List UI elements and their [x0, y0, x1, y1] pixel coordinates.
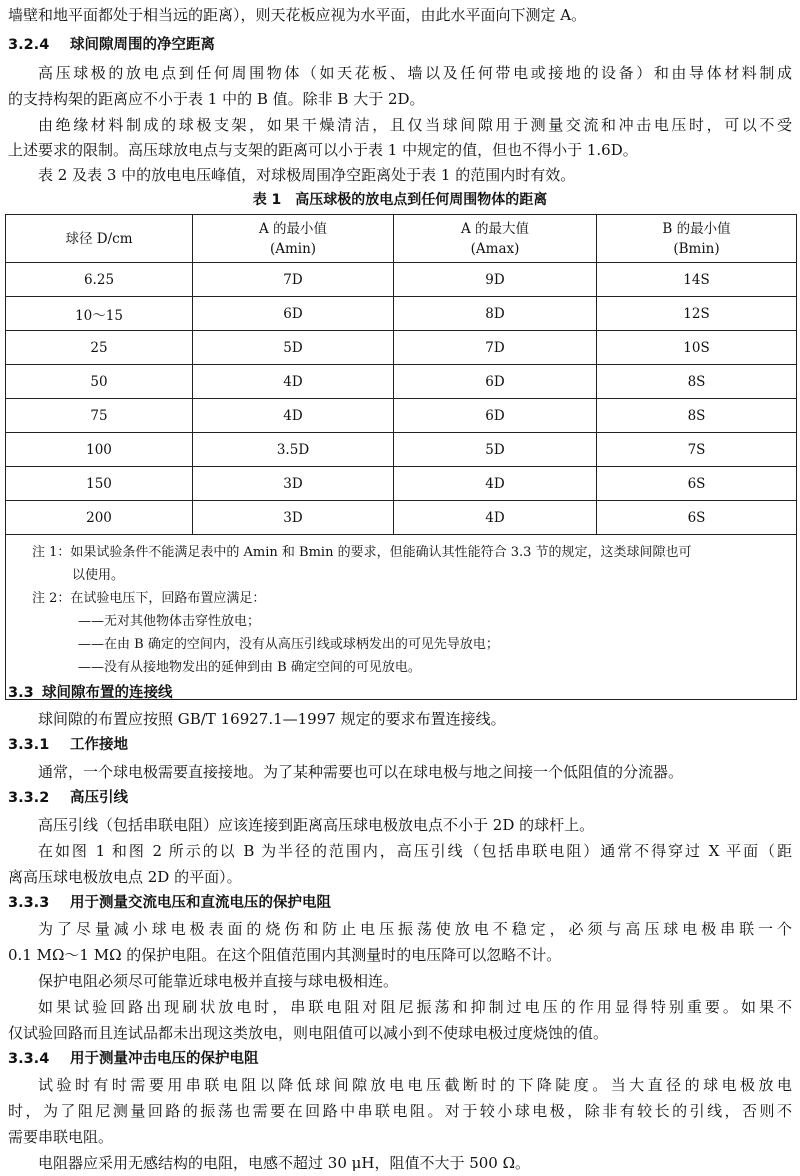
note-2-item: ——无对其他物体击穿性放电； [78, 614, 261, 629]
table-cell: 10S [597, 331, 797, 365]
table-cell: 8D [394, 297, 597, 331]
header-cell [6, 215, 193, 263]
header-label: A 的最大值 [460, 220, 530, 237]
table-cell: 6D [394, 399, 597, 433]
paragraph-line: 试验时有时需要用串联电阻以降低球间隙放电电压截断时的下降陡度。当大直径的球电极放电 [38, 1076, 792, 1094]
section-heading-3-3-4 [8, 1048, 259, 1070]
table-cell: 150 [6, 467, 193, 501]
section-heading-3-3-3 [8, 892, 331, 914]
section-heading-3-3 [8, 682, 173, 704]
section-number: 3.2.4 [8, 37, 50, 53]
table-cell: 6S [597, 501, 797, 535]
paragraph-line: 为了尽量减小球电极表面的烧伤和防止电压振荡使放电不稳定，必须与高压球电极串联一个 [38, 920, 792, 938]
note-1: 注 1：如果试验条件不能满足表中的 Amin 和 Bmin 的要求，但能确认其性能符合 3.3 节的规定，这类球间隙也可 [32, 545, 692, 560]
table-cell: 4D [193, 365, 394, 399]
paragraph-line: 墙壁和地平面都处于相当远的距离），则天花板应视为水平面，由此水平面向下测定 A。 [8, 6, 587, 24]
table-row [6, 501, 797, 535]
header-label: B 的最小值 [662, 220, 731, 237]
section-title: 球间隙布置的连接线 [42, 685, 173, 701]
table-cell: 6.25 [6, 263, 193, 297]
paragraph-line: 的支持构架的距离应不小于表 1 中的 B 值。除非 B 大于 2D。 [8, 90, 425, 108]
table-cell: 50 [6, 365, 193, 399]
paragraph-line: 0.1 MΩ～1 MΩ 的保护电阻。在这个阻值范围内其测量时的电压降可以忽略不计。 [8, 946, 562, 964]
section-number: 3.3.2 [8, 790, 50, 806]
header-sublabel: (Bmin) [673, 240, 720, 257]
paragraph-line: 仅试验回路而且连试品都未出现这类放电，则电阻值可以减小到不使球电极过度烧蚀的值。 [8, 1024, 609, 1042]
paragraph-line: 表 2 及表 3 中的放电电压峰值，对球极周围净空距离处于表 1 的范围内时有效。 [38, 166, 576, 184]
table-header-row [6, 215, 797, 263]
header-sublabel: (Amax) [470, 240, 520, 257]
table-cell: 7D [394, 331, 597, 365]
paragraph-line: 高压引线（包括串联电阻）应该连接到距离高压球电极放电点不小于 2D 的球杆上。 [38, 816, 595, 834]
table-row [6, 297, 797, 331]
paragraph-line: 高压球极的放电点到任何周围物体（如天花板、墙以及任何带电或接地的设备）和由导体材料制成 [38, 64, 792, 82]
paragraph-line: 如果试验回路出现刷状放电时，串联电阻对阻尼振荡和抑制过电压的作用显得特别重要。如果不 [38, 998, 792, 1016]
table-cell: 6S [597, 467, 797, 501]
section-title: 球间隙周围的净空距离 [70, 37, 215, 53]
section-heading-3-3-2 [8, 787, 128, 809]
note-2-item: ——在由 B 确定的空间内，没有从高压引线或球柄发出的可见先导放电； [78, 637, 499, 652]
table-cell: 3D [193, 501, 394, 535]
table-cell: 5D [193, 331, 394, 365]
table-row [6, 467, 797, 501]
table-cell: 3.5D [193, 433, 394, 467]
note-1-continuation: 以使用。 [72, 568, 125, 583]
table-caption: 表 1 高压球极的放电点到任何周围物体的距离 [252, 192, 548, 208]
table-cell: 12S [597, 297, 797, 331]
section-number: 3.3.4 [8, 1051, 50, 1067]
section-title: 工作接地 [70, 737, 128, 753]
section-number: 3.3.1 [8, 737, 50, 753]
header-cell [193, 215, 394, 263]
table-cell: 5D [394, 433, 597, 467]
header-label: 球径 D/cm [65, 230, 133, 247]
section-number: 3.3.3 [8, 895, 50, 911]
table-row [6, 365, 797, 399]
table-cell: 8S [597, 365, 797, 399]
table-row [6, 263, 797, 297]
table-cell: 4D [394, 467, 597, 501]
table-notes [6, 535, 797, 700]
table-cell: 75 [6, 399, 193, 433]
table-cell: 7D [193, 263, 394, 297]
section-heading-3-2-4 [8, 34, 215, 56]
table-cell: 6D [394, 365, 597, 399]
table-cell: 7S [597, 433, 797, 467]
table-cell: 6D [193, 297, 394, 331]
section-title: 用于测量交流电压和直流电压的保护电阻 [70, 895, 331, 911]
section-heading-3-3-1 [8, 734, 128, 756]
header-cell [597, 215, 797, 263]
table-notes-row [6, 535, 797, 700]
table-row [6, 433, 797, 467]
note-2: 注 2：在试验电压下，回路布置应满足： [32, 591, 266, 606]
paragraph-line: 球间隙的布置应按照 GB/T 16927.1—1997 规定的要求布置连接线。 [38, 710, 506, 728]
paragraph-line: 由绝缘材料制成的球极支架，如果干燥清洁，且仅当球间隙用于测量交流和冲击电压时，可以不受 [38, 116, 792, 134]
header-label: A 的最小值 [258, 220, 328, 237]
paragraph-line: 保护电阻必须尽可能靠近球电极并直接与球电极相连。 [38, 972, 399, 990]
distance-table [5, 214, 797, 700]
table-cell: 8S [597, 399, 797, 433]
table-cell: 100 [6, 433, 193, 467]
paragraph-line: 离高压球电极放电点 2D 的平面）。 [8, 868, 242, 886]
table-cell: 3D [193, 467, 394, 501]
header-sublabel: (Amin) [269, 240, 317, 257]
note-2-item: ——没有从接地物发出的延伸到由 B 确定空间的可见放电。 [78, 660, 421, 675]
table-cell: 9D [394, 263, 597, 297]
paragraph-line: 在如图 1 和图 2 所示的以 B 为半径的范围内，高压引线（包括串联电阻）通常不得穿过 X 平面（距 [38, 842, 792, 860]
table-cell: 200 [6, 501, 193, 535]
table-row [6, 331, 797, 365]
section-number: 3.3 [8, 685, 34, 701]
header-cell [394, 215, 597, 263]
paragraph-line: 上述要求的限制。高压球放电点与支架的距离可以小于表 1 中规定的值，但也不得小于 1.6D。 [8, 141, 638, 159]
paragraph-line: 时，为了阻尼测量回路的振荡也需要在回路中串联电阻。对于较小球电极，除非有较长的引线，否则不 [8, 1102, 792, 1120]
paragraph-line: 通常，一个球电极需要直接接地。为了某种需要也可以在球电极与地之间接一个低阻值的分流器。 [38, 763, 684, 781]
table-cell: 25 [6, 331, 193, 365]
table-cell: 14S [597, 263, 797, 297]
table-row [6, 399, 797, 433]
section-title: 用于测量冲击电压的保护电阻 [70, 1051, 259, 1067]
table-cell: 4D [193, 399, 394, 433]
section-title: 高压引线 [70, 790, 128, 806]
table-cell: 4D [394, 501, 597, 535]
paragraph-line: 电阻器应采用无感结构的电阻，电感不超过 30 μH，阻值不大于 500 Ω。 [38, 1154, 531, 1172]
table-cell: 10～15 [6, 297, 193, 331]
paragraph-line: 需要串联电阻。 [8, 1128, 114, 1146]
